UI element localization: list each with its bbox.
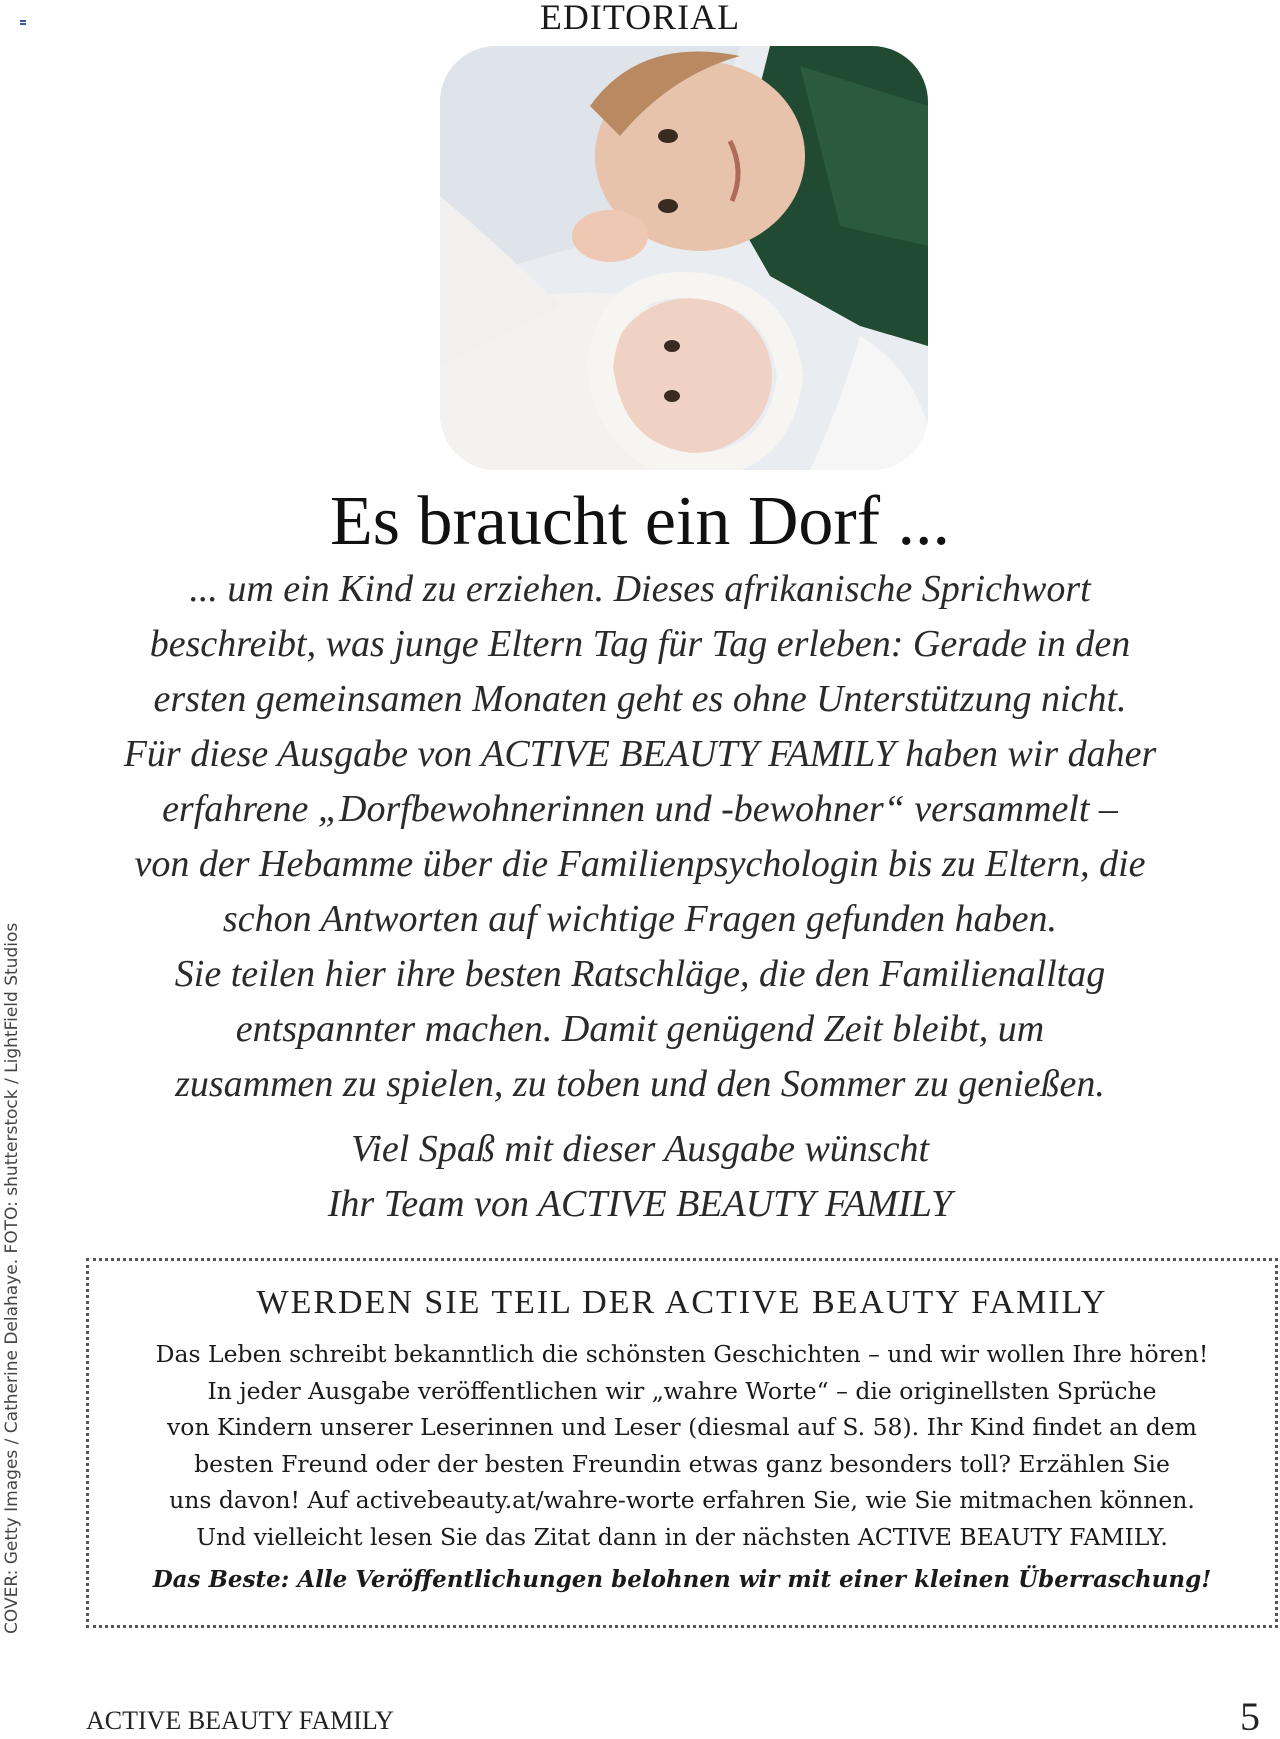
intro-line: Für diese Ausgabe von ACTIVE BEAUTY FAMILY haben wir daher	[123, 733, 1157, 775]
callout-line: Und vielleicht lesen Sie das Zitat dann in der nächsten ACTIVE BEAUTY FAMILY.	[196, 1522, 1168, 1551]
intro-line: Sie teilen hier ihre besten Ratschläge, die den Familienalltag	[174, 953, 1106, 995]
intro-line: ... um ein Kind zu erziehen. Dieses afrikanische Sprichwort	[189, 568, 1091, 610]
callout-line: Das Leben schreibt bekanntlich die schönsten Geschichten – und wir wollen Ihre hören!	[155, 1340, 1209, 1368]
intro-line: von der Hebamme über die Familienpsychologin bis zu Eltern, die	[134, 843, 1146, 885]
section-label: EDITORIAL	[539, 0, 741, 37]
signoff-line: Ihr Team von ACTIVE BEAUTY FAMILY	[327, 1183, 953, 1225]
intro-line: erfahrene „Dorfbewohnerinnen und -bewohner“ versammelt –	[162, 788, 1118, 830]
intro-line: schon Antworten auf wichtige Fragen gefunden haben.	[222, 898, 1058, 940]
photo-credit: COVER: Getty Images / Catherine Delahaye. FOTO: shutterstock / LightField Studios	[2, 922, 22, 1634]
editorial-photo	[440, 46, 928, 470]
callout-line: uns davon! Auf activebeauty.at/wahre-worte erfahren Sie, wie Sie mitmachen können.	[169, 1486, 1195, 1514]
footer-magazine-name: ACTIVE BEAUTY FAMILY	[86, 1706, 394, 1735]
callout-closing: Das Beste: Alle Veröffentlichungen belohnen wir mit einer kleinen Überraschung!	[152, 1566, 1212, 1593]
callout-line: von Kindern unserer Leserinnen und Leser (diesmal auf S. 58). Ihr Kind findet an dem	[167, 1413, 1197, 1441]
signoff-line: Viel Spaß mit dieser Ausgabe wünscht	[350, 1128, 930, 1170]
callout-body	[120, 1336, 1244, 1555]
callout-line: besten Freund oder der besten Freundin etwas ganz besonders toll? Erzählen Sie	[194, 1449, 1170, 1478]
intro-paragraph	[120, 562, 1160, 1112]
intro-line: entspannter machen. Damit genügend Zeit bleibt, um	[235, 1008, 1045, 1050]
signoff	[120, 1122, 1160, 1232]
photo-two-children-icon	[440, 46, 928, 470]
headline: Es braucht ein Dorf ...	[329, 483, 951, 560]
page-number: 5	[1240, 1694, 1260, 1739]
intro-line: zusammen zu spielen, zu toben und den Sommer zu genießen.	[175, 1063, 1105, 1105]
callout-title: WERDEN SIE TEIL DER ACTIVE BEAUTY FAMILY	[256, 1284, 1108, 1321]
intro-line: ersten gemeinsamen Monaten geht es ohne Unterstützung nicht.	[153, 678, 1127, 720]
intro-line: beschreibt, was junge Eltern Tag für Tag erleben: Gerade in den	[149, 623, 1131, 665]
callout-line: In jeder Ausgabe veröffentlichen wir „wahre Worte“ – die originellsten Sprüche	[207, 1376, 1157, 1405]
